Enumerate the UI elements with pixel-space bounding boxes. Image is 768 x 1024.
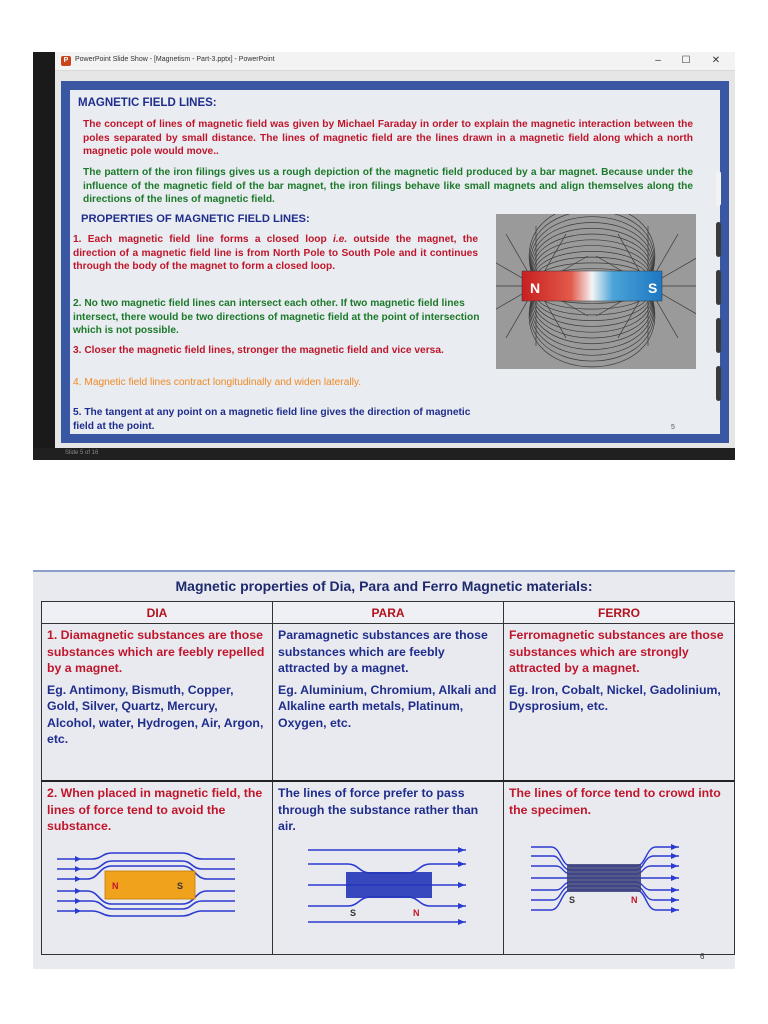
- property-item-4: 4. Magnetic field lines contract longitudinally and widen laterally.: [73, 377, 362, 388]
- property-item-1-text-a: 1. Each magnetic field line forms a closed loop: [73, 234, 333, 245]
- properties-heading: PROPERTIES OF MAGNETIC FIELD LINES:: [81, 213, 310, 225]
- diamagnetic-diagram: [57, 849, 237, 919]
- cell-dia-definition: [42, 624, 273, 782]
- cell-ferro-definition: [504, 624, 735, 782]
- property-item-1-text-b: outside the magnet, the direction of a magnetic field line is from North Pole to South Pole and it continues through the body of the magnet to form a closed loop.: [73, 234, 478, 272]
- minimize-button[interactable]: –: [655, 55, 661, 66]
- dia-examples: Eg. Antimony, Bismuth, Copper, Gold, Silver, Quartz, Mercury, Alcohol, water, Hydrogen, Air, Argon, etc.: [47, 682, 264, 746]
- field-line: [308, 864, 466, 873]
- window-title: PowerPoint Slide Show - [Magnetism - Part-3.pptx] - PowerPoint: [75, 56, 275, 63]
- cell-dia-behaviour: [42, 781, 273, 955]
- maximize-button[interactable]: ☐: [681, 55, 691, 66]
- scrollbar-track-segment: [716, 366, 721, 401]
- field-line: [57, 853, 235, 859]
- bar-magnet-iron-filings-image: [496, 214, 696, 369]
- slide-number: 5: [671, 424, 675, 431]
- dia-definition: 1. Diamagnetic substances are those substances which are feebly repelled by a magnet.: [47, 628, 265, 675]
- paragraph-faraday: The concept of lines of magnetic field was given by Michael Faraday in order to explain the magnetic interaction between the poles separated by small distance. The lines of magnetic field are the lines drawn in a magnetic field along which a north magnetic pole would move..: [83, 119, 693, 157]
- powerpoint-icon: P: [61, 56, 71, 66]
- ferromagnetic-diagram: [531, 844, 681, 920]
- powerpoint-window: [33, 52, 735, 460]
- slide-heading: MAGNETIC FIELD LINES:: [78, 97, 217, 109]
- slide-number: 6: [700, 952, 705, 961]
- scrollbar-track-segment: [716, 318, 721, 353]
- property-item-2: 2. No two magnetic field lines can intersect each other. If two magnetic field lines intersect, there would be two directions of magnetic field at the point of intersection which is not possible.: [73, 298, 480, 336]
- ferro-definition: Ferromagnetic substances are those substances which are strongly attracted by a magnet.: [509, 628, 724, 675]
- scrollbar-thumb[interactable]: [716, 171, 721, 206]
- ferromagnetic-specimen: [567, 864, 641, 892]
- para-arrowheads: [458, 847, 465, 925]
- materials-table: [41, 601, 735, 955]
- scrollbar-track-segment: [716, 270, 721, 305]
- magnet-north-label: N: [530, 280, 541, 296]
- dia-behaviour: 2. When placed in magnetic field, the lines of force tend to avoid the substance.: [47, 786, 263, 833]
- bar-magnet: [522, 271, 662, 301]
- title-bar: [55, 52, 735, 71]
- header-dia: DIA: [42, 602, 273, 624]
- field-line: [57, 861, 235, 869]
- field-line: [308, 897, 466, 906]
- scrollbar-track-segment: [716, 222, 721, 257]
- status-bar: [33, 448, 735, 460]
- para-definition: Paramagnetic substances are those substances which are feebly attracted by a magnet.: [278, 628, 488, 675]
- field-line: [57, 911, 235, 916]
- paramagnetic-specimen: [346, 872, 432, 898]
- close-button[interactable]: ✕: [711, 55, 721, 66]
- cell-ferro-behaviour: [504, 781, 735, 955]
- ferro-examples: Eg. Iron, Cobalt, Nickel, Gadolinium, Dysprosium, etc.: [509, 682, 721, 713]
- slide-6: [33, 570, 735, 969]
- slide-counter: Slide 5 of 16: [65, 450, 99, 456]
- property-item-1: [73, 233, 478, 274]
- cell-para-behaviour: [273, 781, 504, 955]
- ferro-pole-s: S: [569, 895, 576, 905]
- property-item-3: 3. Closer the magnetic field lines, stronger the magnetic field and vice versa.: [73, 345, 444, 356]
- para-examples: Eg. Aluminium, Chromium, Alkali and Alkaline earth metals, Platinum, Oxygen, etc.: [278, 682, 497, 730]
- property-item-1-ie: i.e.: [333, 234, 348, 245]
- paramagnetic-diagram: [308, 847, 468, 925]
- dia-pole-n: N: [112, 880, 119, 891]
- slide-title: Magnetic properties of Dia, Para and Ferro Magnetic materials:: [175, 578, 593, 594]
- property-item-5: 5. The tangent at any point on a magnetic field line gives the direction of magnetic field at the point.: [73, 407, 471, 432]
- magnet-south-label: S: [648, 280, 658, 296]
- para-behaviour: The lines of force prefer to pass through the substance rather than air.: [278, 786, 479, 833]
- ferro-behaviour: The lines of force tend to crowd into the specimen.: [509, 786, 721, 817]
- dia-pole-s: S: [177, 880, 184, 891]
- field-line: [57, 901, 235, 909]
- para-pole-n: N: [413, 907, 420, 918]
- cell-para-definition: [273, 624, 504, 782]
- para-pole-s: S: [350, 907, 357, 918]
- paragraph-iron-filings: The pattern of the iron filings gives us a rough depiction of the magnetic field produced by a bar magnet. Because under the influence of the magnetic field of the bar magnet, the iron filings behave like small magnets and align themselves along the directions of the lines of magnetic field.: [83, 167, 693, 205]
- header-para: PARA: [273, 602, 504, 624]
- header-ferro: FERRO: [504, 602, 735, 624]
- dia-arrowheads: [75, 856, 81, 914]
- ferro-pole-n: N: [631, 895, 638, 905]
